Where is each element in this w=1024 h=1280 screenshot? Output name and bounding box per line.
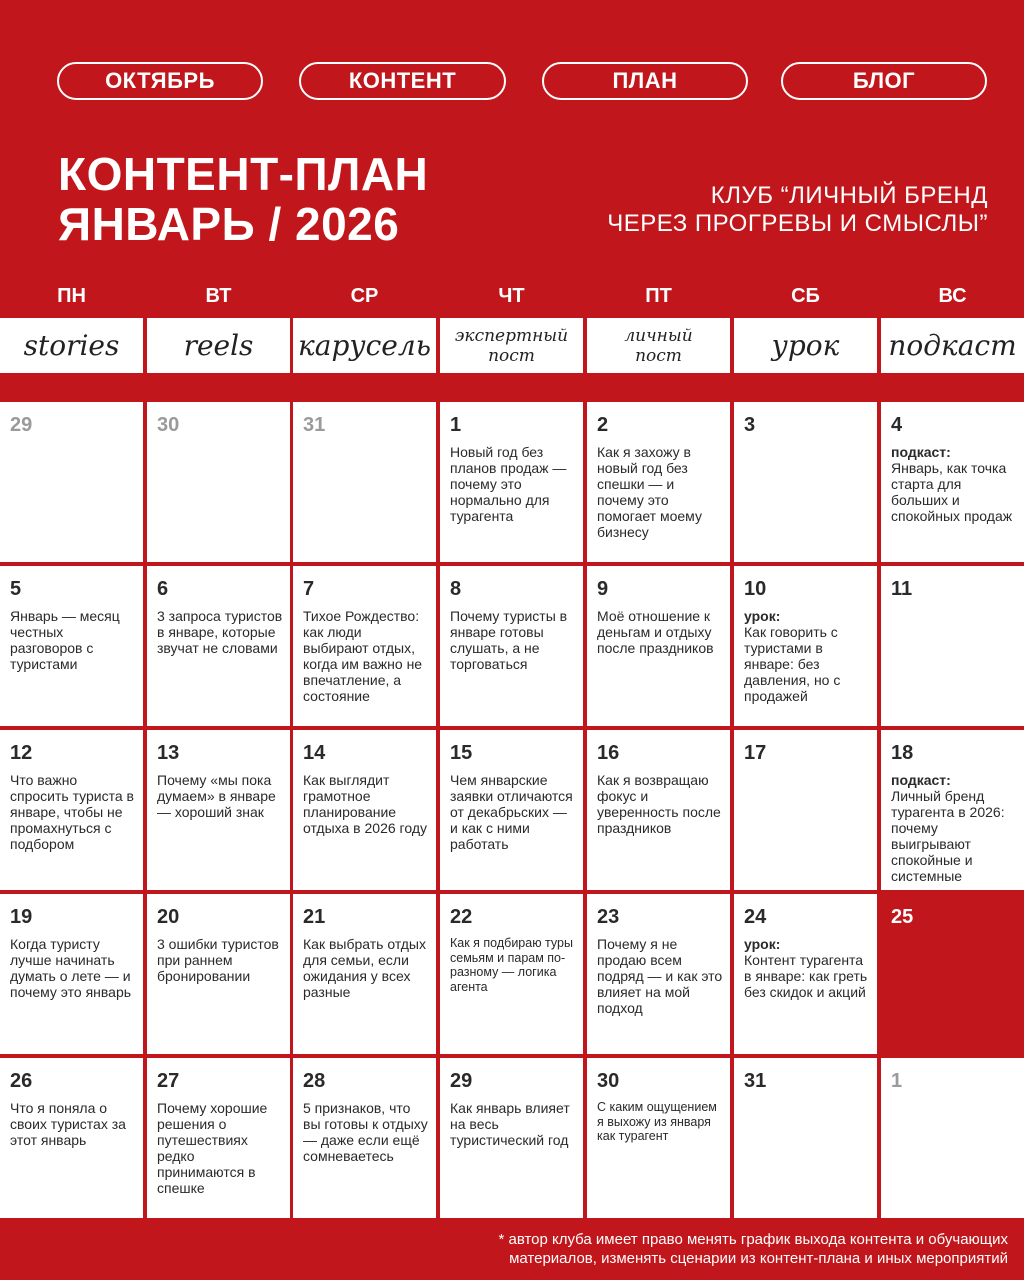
day-topic: Личный бренд турагента в 2026: почему выигрывают спокойные и системные <box>891 788 1005 884</box>
day-number: 1 <box>891 1070 903 1092</box>
weekday-2: ВТ <box>205 285 232 307</box>
club-subtitle-line1: КЛУБ “ЛИЧНЫЙ БРЕНД <box>710 182 988 209</box>
content-type-label: stories <box>23 329 120 362</box>
calendar-day-cell[interactable] <box>293 402 436 562</box>
day-topic: Тихое Рождество: как люди выбирают отдых, когда им важно не впечатление, а состояние <box>303 608 423 704</box>
day-topic: Как я возвращаю фокус и уверенность после праздников <box>597 772 721 836</box>
content-type-personal-post <box>587 318 730 373</box>
weekday-3: СР <box>350 285 379 307</box>
day-number: 18 <box>891 742 914 764</box>
day-topic: Новый год без планов продаж — почему это нормально для турагента <box>450 444 567 524</box>
calendar-day-cell[interactable] <box>0 894 143 1054</box>
day-topic: Что важно спросить туриста в январе, чтобы не промахнуться с подбором <box>10 772 134 852</box>
day-number: 21 <box>303 906 326 928</box>
day-number: 19 <box>10 906 33 928</box>
day-number: 24 <box>744 906 767 928</box>
content-type-label: подкаст <box>888 329 1017 362</box>
day-topic: 5 признаков, что вы готовы к отдыху — даже если ещё сомневаетесь <box>303 1100 428 1164</box>
calendar-day-cell[interactable] <box>440 894 583 1054</box>
day-topic: Январь — месяц честных разговоров с туристами <box>10 608 120 672</box>
day-topic: Моё отношение к деньгам и отдыху после праздников <box>597 608 714 656</box>
calendar-day-cell[interactable] <box>147 730 290 890</box>
calendar-day-cell[interactable] <box>587 730 730 890</box>
club-subtitle-line2: ЧЕРЕЗ ПРОГРЕВЫ И СМЫСЛЫ” <box>607 210 988 237</box>
calendar-day-cell[interactable] <box>440 566 583 726</box>
day-topic: Как выбрать отдых для семьи, если ожидания у всех разные <box>303 936 426 1000</box>
calendar-day-cell[interactable] <box>734 402 877 562</box>
calendar-day-cell[interactable] <box>734 730 877 890</box>
content-type-stories <box>0 318 143 373</box>
content-type-label: личный <box>624 325 693 346</box>
calendar-day-cell[interactable] <box>587 402 730 562</box>
day-number: 13 <box>157 742 180 764</box>
day-number: 17 <box>744 742 767 764</box>
day-topic: Когда туристу лучше начинать думать о лете — и почему это январь <box>10 936 132 1000</box>
day-number: 23 <box>597 906 620 928</box>
page-title-line1: КОНТЕНТ-ПЛАН <box>58 148 429 200</box>
calendar-day-cell[interactable] <box>293 566 436 726</box>
day-topic: Почему «мы пока думаем» в январе — хороший знак <box>157 772 276 820</box>
calendar-day-cell[interactable] <box>881 894 1024 1054</box>
calendar-day-cell[interactable] <box>147 1058 290 1218</box>
day-number: 4 <box>891 414 903 436</box>
day-topic: Чем январские заявки отличаются от декабрьских — и как с ними работать <box>450 772 573 852</box>
day-number: 15 <box>450 742 473 764</box>
day-topic: Почему туристы в январе готовы слушать, а не торговаться <box>450 608 568 672</box>
calendar-day-cell[interactable] <box>734 1058 877 1218</box>
content-type-label: экспертный <box>454 325 569 346</box>
day-number: 7 <box>303 578 315 600</box>
calendar-day-cell[interactable] <box>881 730 1024 890</box>
day-number: 3 <box>744 414 756 436</box>
nav-pill-october[interactable]: ОКТЯБРЬ <box>57 62 263 100</box>
day-topic: Как январь влияет на весь туристический год <box>450 1100 570 1148</box>
day-number: 5 <box>10 578 22 600</box>
calendar-day-cell[interactable] <box>0 1058 143 1218</box>
club-subtitle <box>607 182 988 238</box>
content-type-reels <box>147 318 290 373</box>
day-topic: 3 запроса туристов в январе, которые звучат не словами <box>157 608 283 656</box>
content-type-carousel <box>293 318 436 373</box>
day-number: 10 <box>744 578 767 600</box>
nav-pill-content[interactable]: КОНТЕНТ <box>299 62 506 100</box>
day-number: 2 <box>597 414 609 436</box>
content-type-lesson <box>734 318 877 373</box>
calendar-day-cell[interactable] <box>0 402 143 562</box>
weekday-1: ПН <box>57 285 86 307</box>
calendar-day-cell[interactable] <box>293 894 436 1054</box>
day-topic: Январь, как точка старта для больших и спокойных продаж <box>891 460 1013 524</box>
day-number: 27 <box>157 1070 180 1092</box>
day-topic: Как выглядит грамотное планирование отдыха в 2026 году <box>303 772 427 836</box>
content-type-label: карусель <box>298 329 431 362</box>
calendar-day-cell[interactable] <box>440 730 583 890</box>
day-number: 25 <box>891 906 914 928</box>
day-topic: Как говорить с туристами в январе: без давления, но с продажей <box>744 624 841 704</box>
calendar-day-cell[interactable] <box>881 402 1024 562</box>
nav-pill-plan[interactable]: ПЛАН <box>542 62 748 100</box>
day-number: 9 <box>597 578 609 600</box>
day-number: 28 <box>303 1070 326 1092</box>
content-tag: подкаст: <box>891 444 951 460</box>
day-number: 26 <box>10 1070 33 1092</box>
weekday-4: ЧТ <box>498 285 525 307</box>
weekday-6: СБ <box>791 285 820 307</box>
calendar-day-cell[interactable] <box>147 402 290 562</box>
content-type-expert-post <box>440 318 583 373</box>
content-tag: урок: <box>744 608 781 624</box>
calendar-day-cell[interactable] <box>293 1058 436 1218</box>
calendar-day-cell[interactable] <box>0 566 143 726</box>
content-type-row <box>0 318 1024 373</box>
calendar-day-cell[interactable] <box>147 566 290 726</box>
day-topic: Почему я не продаю всем подряд — и как это влияет на мой подход <box>597 936 723 1016</box>
day-number: 1 <box>450 414 462 436</box>
calendar-day-cell[interactable] <box>881 566 1024 726</box>
weekday-7: ВС <box>938 285 967 307</box>
day-topic: Что я поняла о своих туристах за этот январь <box>10 1100 126 1148</box>
day-topic: С каким ощущением я выхожу из января как турагент <box>597 1100 717 1143</box>
calendar-day-cell[interactable] <box>881 1058 1024 1218</box>
day-topic: Почему хорошие решения о путешествиях редко принимаются в спешке <box>157 1100 268 1196</box>
content-tag: подкаст: <box>891 772 951 788</box>
content-type-label: урок <box>771 329 840 362</box>
content-type-podcast <box>881 318 1024 373</box>
calendar-day-cell[interactable] <box>147 894 290 1054</box>
calendar-day-cell[interactable] <box>440 402 583 562</box>
calendar-day-cell[interactable] <box>440 1058 583 1218</box>
day-number: 16 <box>597 742 620 764</box>
content-type-label: reels <box>183 329 254 362</box>
day-topic: Как я захожу в новый год без спешки — и почему это помогает моему бизнесу <box>597 444 702 540</box>
page-title-line2: ЯНВАРЬ / 2026 <box>58 198 400 250</box>
day-number: 6 <box>157 578 169 600</box>
weekday-5: ПТ <box>645 285 672 307</box>
day-number: 30 <box>157 414 180 436</box>
footnote <box>498 1230 1008 1268</box>
calendar-day-cell[interactable] <box>0 730 143 890</box>
day-topic: Как я подбираю туры семьям и парам по-разному — логика агента <box>450 936 573 994</box>
day-number: 29 <box>10 414 33 436</box>
day-number: 30 <box>597 1070 620 1092</box>
calendar-day-cell[interactable] <box>293 730 436 890</box>
content-type-label: пост <box>488 345 535 366</box>
day-number: 31 <box>303 414 326 436</box>
calendar-day-cell[interactable] <box>734 566 877 726</box>
content-type-label: пост <box>635 345 682 366</box>
footnote-line2: материалов, изменять сценарии из контент-плана и иных мероприятий <box>509 1250 1008 1267</box>
nav-pill-blog[interactable]: БЛОГ <box>781 62 987 100</box>
calendar-day-cell[interactable] <box>734 894 877 1054</box>
weekday-header <box>0 285 1024 315</box>
day-number: 22 <box>450 906 473 928</box>
day-number: 11 <box>891 578 913 600</box>
content-tag: урок: <box>744 936 781 952</box>
calendar-day-cell[interactable] <box>587 1058 730 1218</box>
day-number: 14 <box>303 742 326 764</box>
day-number: 8 <box>450 578 462 600</box>
day-number: 31 <box>744 1070 767 1092</box>
day-topic: Контент турагента в январе: как греть без скидок и акций <box>744 952 868 1000</box>
day-number: 29 <box>450 1070 473 1092</box>
day-number: 12 <box>10 742 33 764</box>
calendar-day-cell[interactable] <box>587 566 730 726</box>
day-number: 20 <box>157 906 180 928</box>
day-topic: 3 ошибки туристов при раннем бронировании <box>157 936 279 984</box>
calendar-day-cell[interactable] <box>587 894 730 1054</box>
footnote-line1: * автор клуба имеет право менять график выхода контента и обучающих <box>498 1231 1008 1248</box>
